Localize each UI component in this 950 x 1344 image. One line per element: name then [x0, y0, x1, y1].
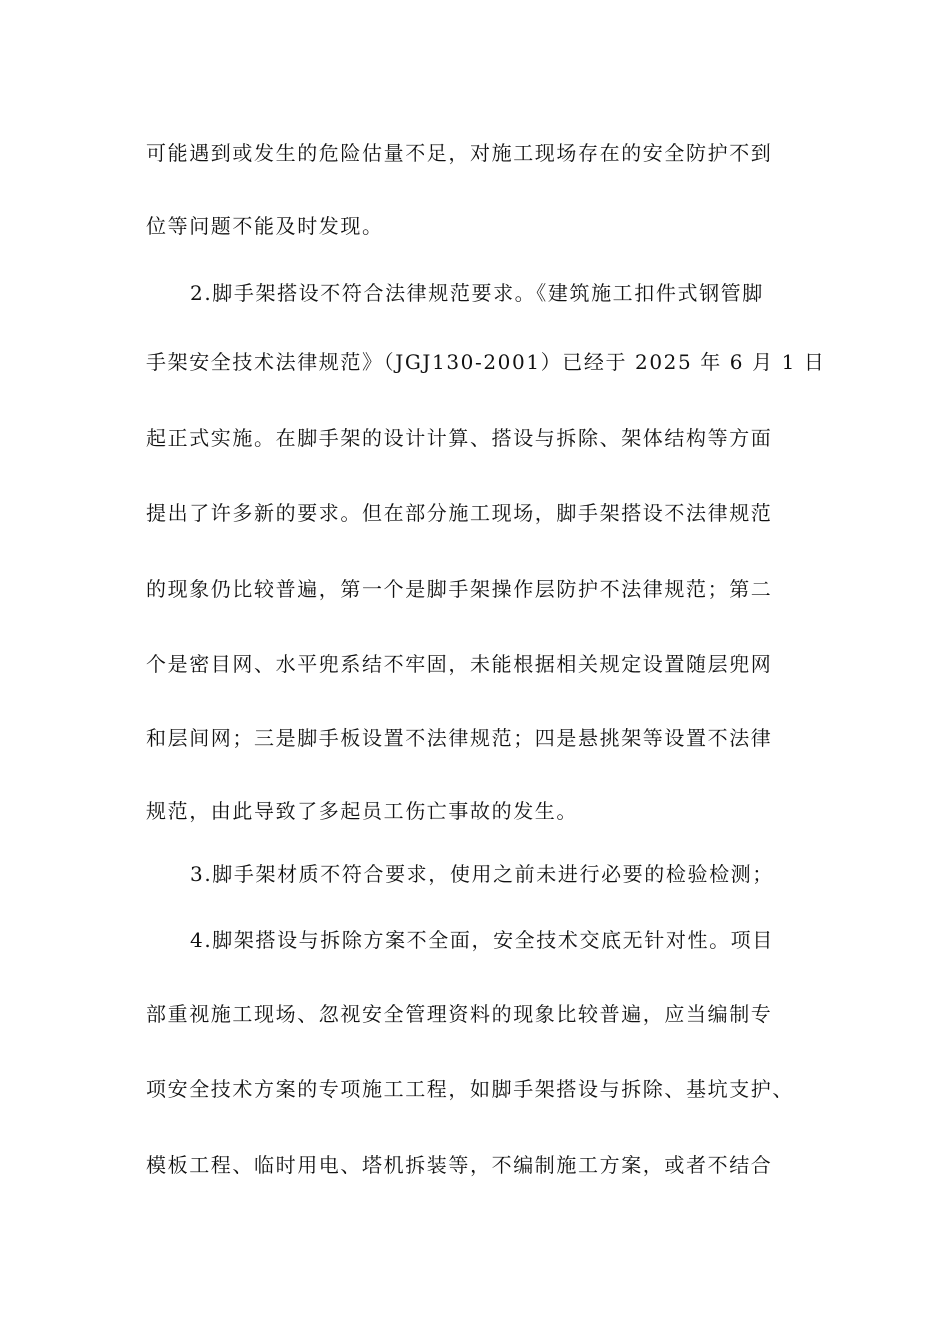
text-line: 部重视施工现场、忽视安全管理资料的现象比较普遍，应当编制专 — [146, 1002, 773, 1026]
text-line: 和层间网；三是脚手板设置不法律规范；四是悬挑架等设置不法律 — [146, 726, 773, 750]
text-line: 手架安全技术法律规范》（JGJ130-2001）已经于 2025 年 6 月 1 日 — [146, 350, 826, 374]
text-line: 模板工程、临时用电、塔机拆装等，不编制施工方案，或者不结合 — [146, 1153, 773, 1177]
text-line: 的现象仍比较普遍，第一个是脚手架操作层防护不法律规范；第二 — [146, 577, 773, 601]
text-line: 起正式实施。在脚手架的设计计算、搭设与拆除、架体结构等方面 — [146, 426, 773, 450]
paragraph-item-2: 2.脚手架搭设不符合法律规范要求。《建筑施工扣件式钢管脚 — [190, 281, 764, 305]
text-line: 规范，由此导致了多起员工伤亡事故的发生。 — [146, 799, 578, 823]
text-line: 可能遇到或发生的危险估量不足，对施工现场存在的安全防护不到 — [146, 141, 773, 165]
text-line: 项安全技术方案的专项施工工程，如脚手架搭设与拆除、基坑支护、 — [146, 1077, 794, 1101]
text-line: 个是密目网、水平兜系结不牢固，未能根据相关规定设置随层兜网 — [146, 652, 773, 676]
paragraph-item-3: 3.脚手架材质不符合要求，使用之前未进行必要的检验检测； — [190, 862, 774, 886]
paragraph-item-4: 4.脚架搭设与拆除方案不全面，安全技术交底无针对性。项目 — [190, 928, 774, 952]
text-line: 位等问题不能及时发现。 — [146, 214, 384, 238]
text-line: 提出了许多新的要求。但在部分施工现场，脚手架搭设不法律规范 — [146, 501, 773, 525]
